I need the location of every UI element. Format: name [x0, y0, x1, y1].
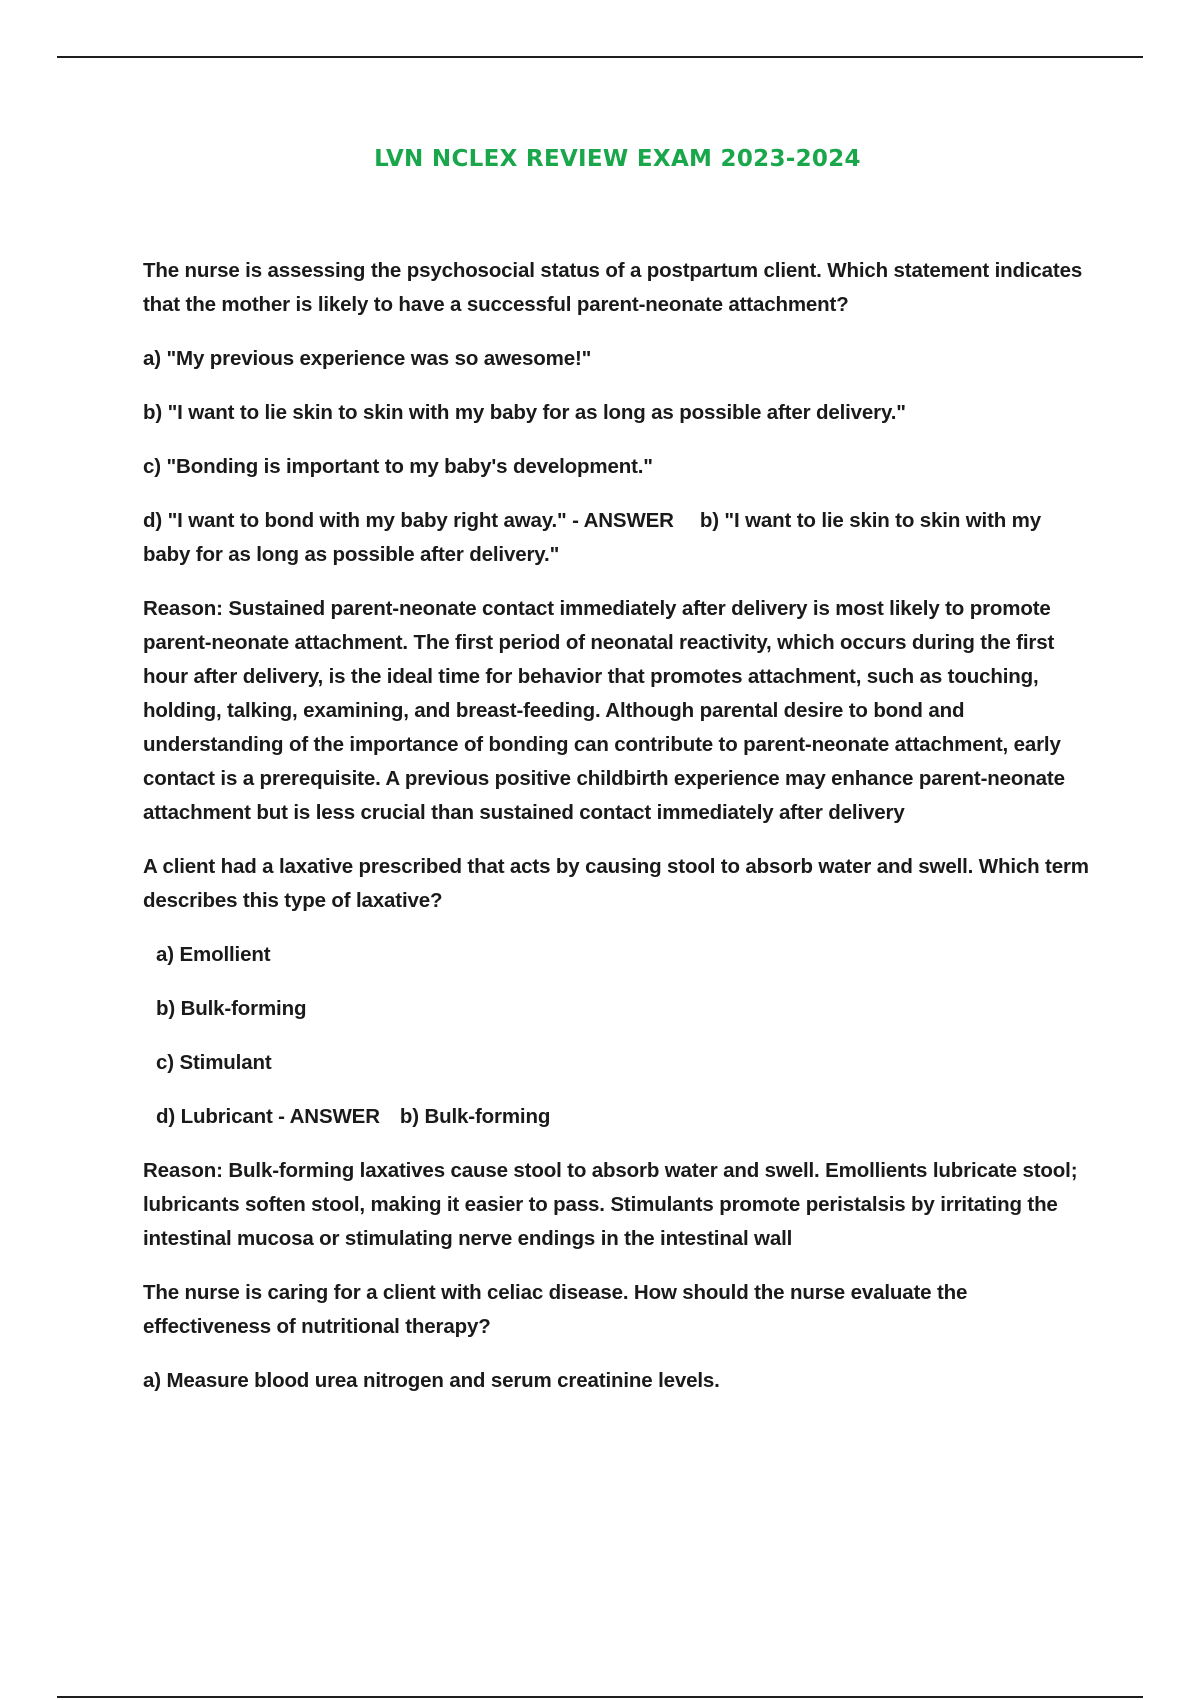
question-2-option-c: c) Stimulant [156, 1051, 272, 1074]
question-1-option-a: a) "My previous experience was so awesome!" [143, 347, 592, 370]
question-2-option-b: b) Bulk-forming [156, 997, 307, 1020]
question-1-reason: Reason: Sustained parent-neonate contact immediately after delivery is most likely to promote parent-neonate attachment. The first period of neonatal reactivity, which occurs during the first hour after delivery, is the ideal time for behavior that promotes attachment, such as touching, holding, talking, examining, and breast-feeding. Although parental desire to bond and understanding of the importance of bonding can contribute to parent-neonate attachment, early contact is a prerequisite. A previous positive childbirth experience may enhance parent-neonate attachment but is less crucial than sustained contact immediately after delivery [143, 597, 1065, 824]
question-1-option-b: b) "I want to lie skin to skin with my baby for as long as possible after delivery." [143, 401, 906, 424]
top-rule [57, 56, 1143, 58]
question-2-answer: b) Bulk-forming [399, 1105, 551, 1128]
question-3-stem: The nurse is caring for a client with celiac disease. How should the nurse evaluate the effectiveness of nutritional therapy? [143, 1281, 968, 1338]
question-3-option-a: a) Measure blood urea nitrogen and serum creatinine levels. [143, 1369, 720, 1392]
question-2-option-d-answer [143, 1100, 1093, 1134]
question-1-stem: The nurse is assessing the psychosocial status of a postpartum client. Which statement indicates that the mother is likely to have a successful parent-neonate attachment? [143, 259, 1083, 316]
question-1-option-d: d) "I want to bond with my baby right away." - ANSWER [143, 509, 674, 532]
question-2-stem: A client had a laxative prescribed that acts by causing stool to absorb water and swell. Which term describes this type of laxative? [143, 855, 1089, 912]
question-2-option-a: a) Emollient [156, 943, 271, 966]
question-1-option-c: c) "Bonding is important to my baby's development." [143, 455, 653, 478]
question-1-answer: b) "I want to lie skin to skin with my baby for as long as possible after delivery." [143, 509, 1041, 566]
question-2-reason: Reason: Bulk-forming laxatives cause stool to absorb water and swell. Emollients lubricate stool; lubricants soften stool, making it easier to pass. Stimulants promote peristalsis by irritating the intestinal mucosa or stimulating nerve endings in the intestinal wall [143, 1159, 1078, 1250]
document-body [143, 254, 1093, 1418]
bottom-rule [57, 1696, 1143, 1698]
question-1-option-d-answer [143, 504, 1093, 572]
question-2-option-d: d) Lubricant - ANSWER [156, 1105, 380, 1128]
document-title: LVN NCLEX REVIEW EXAM 2023-2024 [374, 146, 861, 172]
